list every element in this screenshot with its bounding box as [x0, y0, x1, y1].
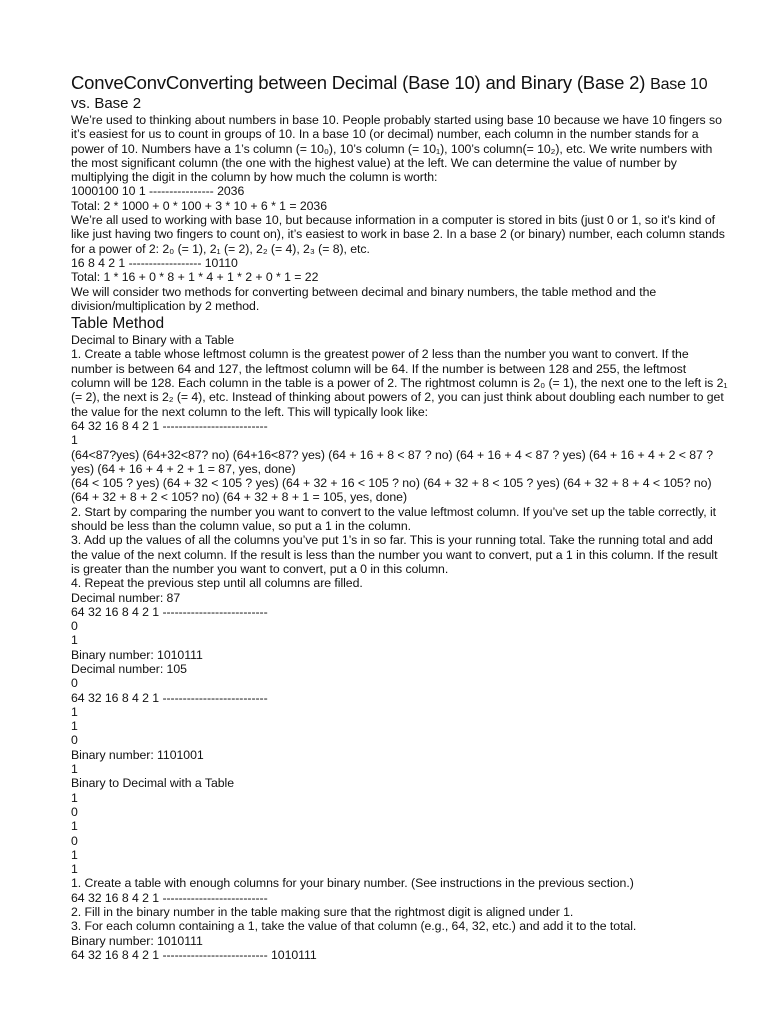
base2-table-header: 16 8 4 2 1 ------------------ 10110	[71, 255, 238, 270]
table-digit: 1	[71, 762, 78, 777]
methods-paragraph: We will consider two methods for converting between decimal and binary numbers, the table method and the division/multiplication by 2 method.	[71, 284, 657, 313]
table-method-heading: Table Method	[71, 315, 165, 333]
step-1: 1. Create a table whose leftmost column is the greatest power of 2 less than the number you want to convert. If the number is between 64 and 127, the leftmost column will be 64. If the number is between 128 and 255, the leftmost column will be 128. Each column in the table is a power of 2. The rightmost column is 2₀ (= 1), the next one to the left is 2₁ (= 2), the next is 2₂ (= 4), etc. Instead of thinking about powers of 2, you can just think about doubling each number to get the value for the next column to the left. This will typically look like:	[71, 347, 728, 419]
base10-total: Total: 2 * 1000 + 0 * 100 + 3 * 10 + 6 * 1 = 2036	[71, 198, 327, 213]
table-digit: 0	[71, 733, 78, 748]
example-105-steps: (64 < 105 ? yes) (64 + 32 < 105 ? yes) (64 + 32 + 16 < 105 ? no) (64 + 32 + 8 < 105 ? yes) (64 + 32 + 8 + 4 < 105? no) (64 + 32 + 8 + 2 < 105? no) (64 + 32 + 8 + 1 = 105, yes, done)	[71, 476, 712, 505]
bin-to-dec-step-2: 2. Fill in the binary number in the table making sure that the rightmost digit is aligned under 1.	[71, 905, 574, 920]
step-4: 4. Repeat the previous step until all columns are filled.	[71, 576, 363, 591]
title-tail: Base 10	[650, 76, 708, 93]
dec-to-bin-heading: Decimal to Binary with a Table	[71, 333, 234, 348]
table-digit: 1	[71, 847, 78, 862]
binary-87-label: Binary number: 1010111	[71, 647, 203, 662]
table-digit: 1	[71, 819, 78, 834]
document-title	[71, 72, 728, 96]
table-digit: 0	[71, 619, 78, 634]
example-87-steps: (64<87?yes) (64+32<87? no) (64+16<87? yes) (64 + 16 + 8 < 87 ? no) (64 + 16 + 4 < 87 ? yes) (64 + 16 + 4 + 2 < 87 ? yes) (64 + 16 + 4 + 2 + 1 = 87, yes, done)	[71, 447, 714, 476]
table-header: 64 32 16 8 4 2 1 --------------------------	[71, 418, 268, 433]
base10-table-header: 1000100 10 1 ---------------- 2036	[71, 184, 245, 199]
base2-paragraph: We’re all used to working with base 10, but because information in a computer is stored in bits (just 0 or 1, so it’s kind of like just having two fingers to count on), it’s easiest to work in base 2. In a base 2 (or binary) number, each column stands for a power of 2: 2₀ (= 1), 2₁ (= 2), 2₂ (= 4), 2₃ (= 8), etc.	[71, 213, 725, 256]
step-3: 3. Add up the values of all the columns you’ve put 1’s in so far. This is your running total. Take the running total and add the value of the next column. If the result is less than the number you want to convert, put a 1 in this column. If the result is greater than the number you want to convert, put a 0 in this column.	[71, 533, 718, 576]
base2-total: Total: 1 * 16 + 0 * 8 + 1 * 4 + 1 * 2 + 0 * 1 = 22	[71, 270, 319, 285]
decimal-87-label: Decimal number: 87	[71, 590, 181, 605]
table-digit: 1	[71, 704, 78, 719]
decimal-105-label: Decimal number: 105	[71, 661, 187, 676]
table-digit: 1	[71, 862, 78, 877]
bin-to-dec-step-1: 1. Create a table with enough columns for your binary number. (See instructions in the previous section.)	[71, 876, 634, 891]
table-digit: 0	[71, 676, 78, 691]
table-digit: 0	[71, 804, 78, 819]
step-2: 2. Start by comparing the number you want to convert to the value leftmost column. If you’ve set up the table correctly, it should be less than the column value, so put a 1 in the column.	[71, 504, 716, 534]
bin-to-dec-heading: Binary to Decimal with a Table	[71, 776, 234, 791]
title-main: ConveConvConverting between Decimal (Base 10) and Binary (Base 2)	[71, 72, 646, 93]
table-header: 64 32 16 8 4 2 1 --------------------------	[71, 890, 268, 905]
table-digit: 1	[71, 633, 78, 648]
table-digit: 1	[71, 433, 78, 448]
document-subtitle: vs. Base 2	[71, 95, 142, 112]
table-header: 64 32 16 8 4 2 1 --------------------------	[71, 604, 268, 619]
binary-1010111-label: Binary number: 1010111	[71, 933, 203, 948]
table-header: 64 32 16 8 4 2 1 -------------------------- 1010111	[71, 947, 317, 962]
table-header: 64 32 16 8 4 2 1 --------------------------	[71, 690, 268, 705]
intro-paragraph: We’re used to thinking about numbers in base 10. People probably started using base 10 because we have 10 fingers so it’s easiest for us to count in groups of 10. In a base 10 (or decimal) number, each column in the number stands for a power of 10. Numbers have a 1’s column (= 10₀), 10’s column (= 10₁), 100’s column(= 10₂), etc. We write numbers with the most significant column (the one with the highest value) at the left. We can determine the value of number by multiplying the digit in the column by how much the column is worth:	[71, 113, 722, 185]
binary-105-label: Binary number: 1101001	[71, 747, 204, 762]
table-digit: 1	[71, 790, 78, 805]
bin-to-dec-step-3: 3. For each column containing a 1, take the value of that column (e.g., 64, 32, etc.) and add it to the total.	[71, 919, 637, 934]
table-digit: 0	[71, 833, 78, 848]
table-digit: 1	[71, 719, 78, 734]
